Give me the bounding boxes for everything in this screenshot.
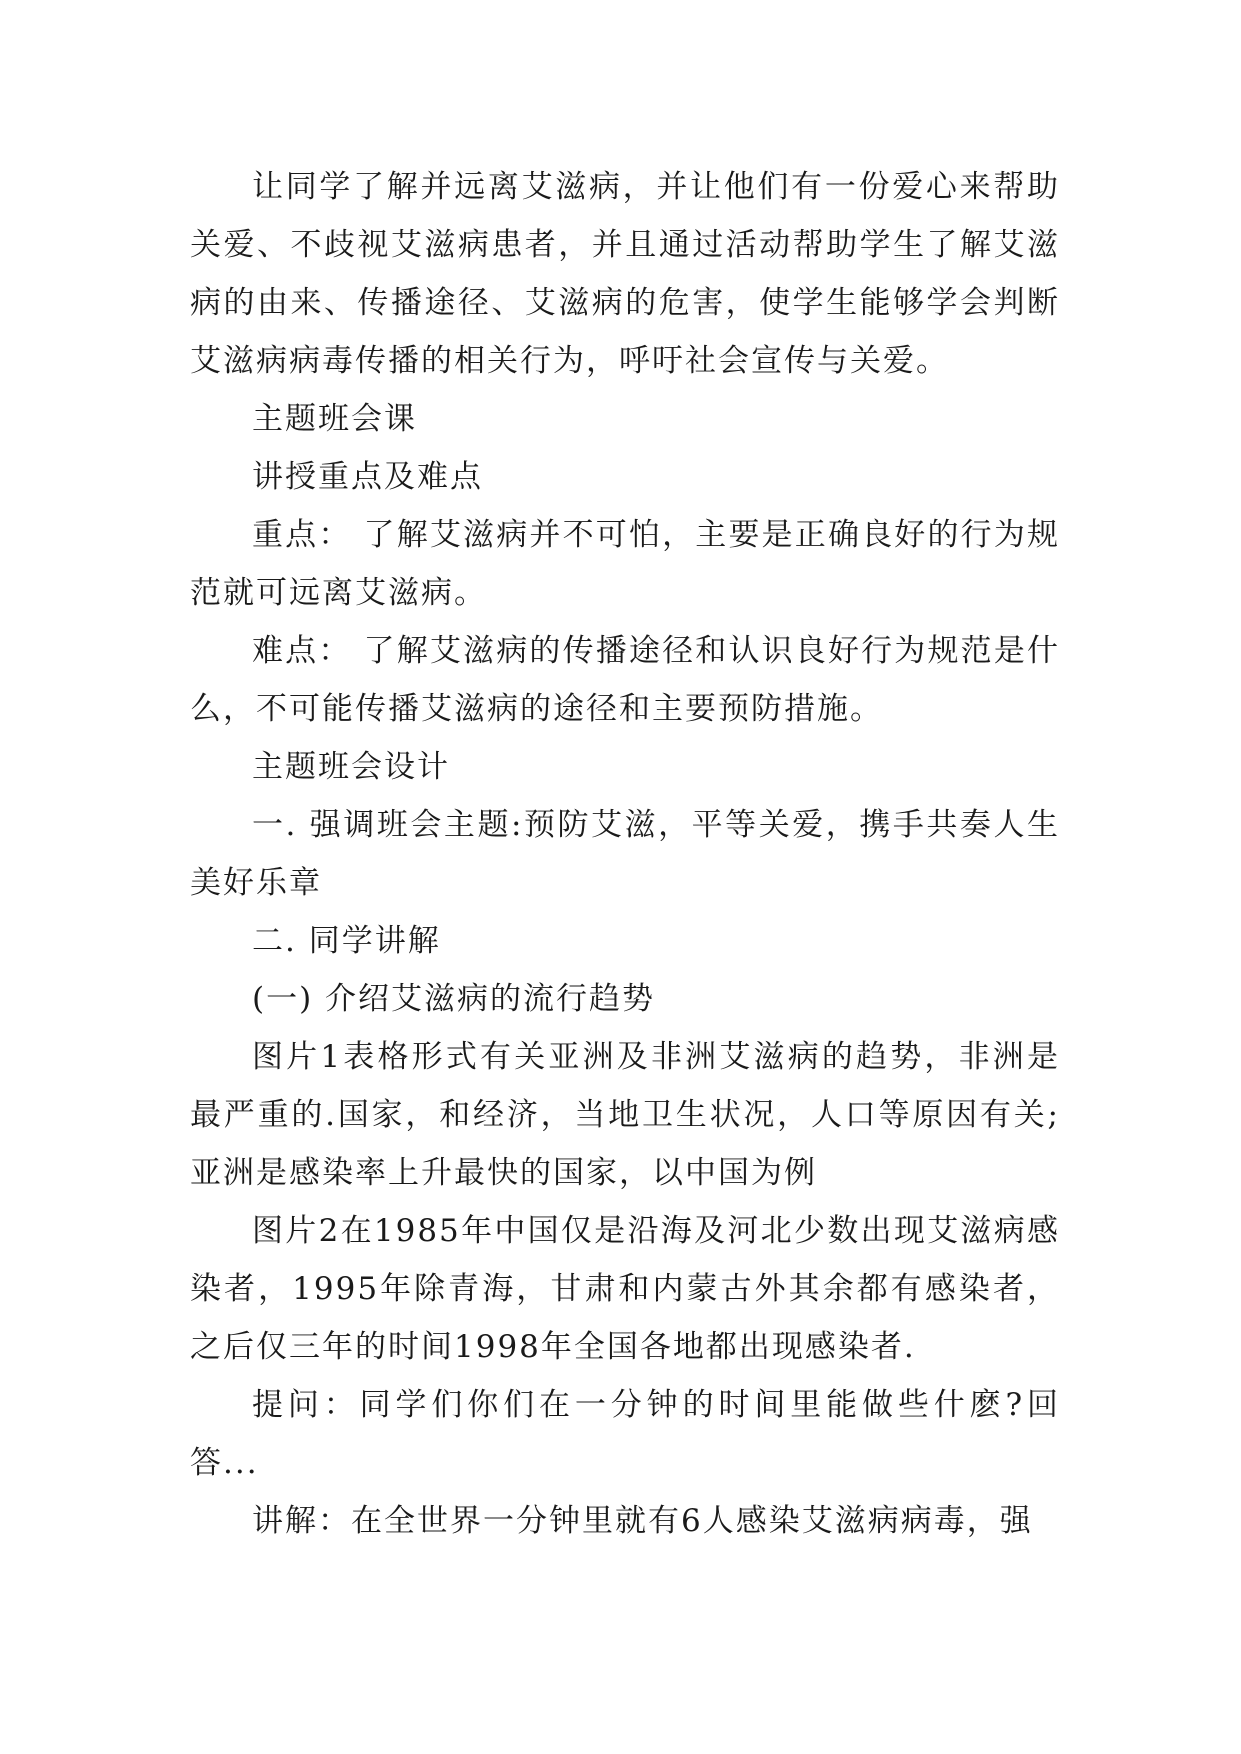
paragraph-subsection-one: (一) 介绍艾滋病的流行趋势	[252, 981, 656, 1017]
paragraph-question: 提问：同学们你们在一分钟的时间里能做些什麽?回答...	[190, 1387, 1060, 1481]
paragraph-key-point: 重点： 了解艾滋病并不可怕，主要是正确良好的行为规范就可远离艾滋病。	[190, 517, 1060, 611]
paragraph-image-one: 图片1表格形式有关亚洲及非洲艾滋病的趋势，非洲是最严重的.国家，和经济，当地卫生状况，人口等原因有关;亚洲是感染率上升最快的国家，以中国为例	[190, 1039, 1060, 1191]
paragraph-difficult-point: 难点： 了解艾滋病的传播途径和认识良好行为规范是什么，不可能传播艾滋病的途径和主要预防措施。	[190, 633, 1060, 727]
paragraph-key-points-heading: 讲授重点及难点	[252, 459, 483, 495]
document-body	[190, 158, 1060, 1550]
paragraph-class-type: 主题班会课	[252, 401, 417, 437]
paragraph-section-one: 一. 强调班会主题:预防艾滋，平等关爱，携手共奏人生美好乐章	[190, 807, 1060, 901]
paragraph-image-two: 图片2在1985年中国仅是沿海及河北少数出现艾滋病感染者，1995年除青海，甘肃和内蒙古外其余都有感染者，之后仅三年的时间1998年全国各地都出现感染者.	[190, 1213, 1060, 1365]
paragraph-design-heading: 主题班会设计	[252, 749, 450, 785]
paragraph-section-two: 二. 同学讲解	[252, 923, 441, 959]
paragraph-intro: 让同学了解并远离艾滋病，并让他们有一份爱心来帮助关爱、不歧视艾滋病患者，并且通过活动帮助学生了解艾滋病的由来、传播途径、艾滋病的危害，使学生能够学会判断艾滋病病毒传播的相关行为，呼吁社会宣传与关爱。	[190, 169, 1060, 379]
paragraph-explanation: 讲解：在全世界一分钟里就有6人感染艾滋病病毒，强	[252, 1503, 1033, 1539]
